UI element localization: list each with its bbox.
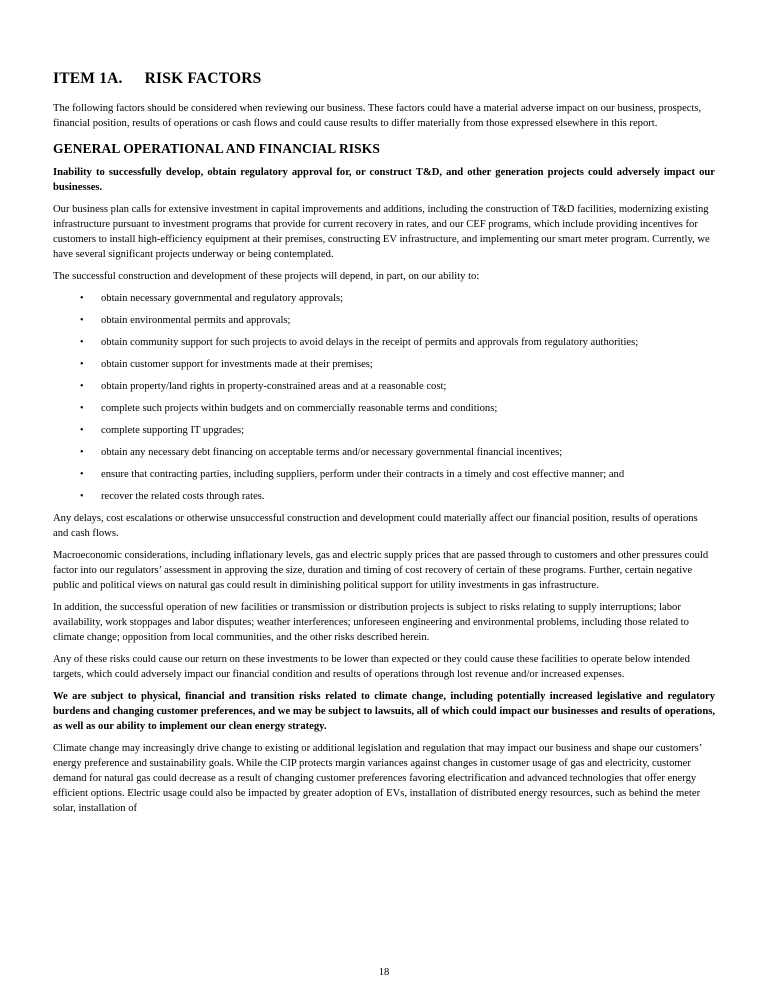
bullet-text: recover the related costs through rates.: [101, 491, 265, 502]
bullet-icon: •: [80, 469, 84, 480]
item-number: ITEM 1A.: [53, 70, 123, 87]
list-item: [53, 357, 715, 372]
bullet-text: ensure that contracting parties, including suppliers, perform under their contracts in a timely and cost effective manner; and: [101, 469, 625, 480]
list-item: [53, 379, 715, 394]
paragraph-climate-change: Climate change may increasingly drive change to existing or additional legislation and regulation that may impact our business and shape our customers’ energy preference and sustainability goals. While the CIP protects margin variances against changes in customer usage of gas and electricity, customer demand for natural gas could decrease as a result of changing customer preferences favoring electrification and advanced technologies that offer energy efficient options. Electric usage could also be impacted by greater adoption of EVs, installation of distributed energy resources, such as behind the meter solar, installation of: [53, 743, 702, 814]
bullet-text: obtain community support for such projects to avoid delays in the receipt of permits and approvals from regulatory authorities;: [101, 337, 639, 348]
bullet-text: obtain any necessary debt financing on acceptable terms and/or necessary governmental financial incentives;: [101, 447, 563, 458]
paragraph-delays: Any delays, cost escalations or otherwise unsuccessful construction and development could materially affect our financial position, results of operations and cash flows.: [53, 513, 698, 539]
risk-heading-construction: Inability to successfully develop, obtain regulatory approval for, or construct T&D, and other generation projects could adversely impact our businesses.: [53, 167, 715, 193]
paragraph-business-plan: Our business plan calls for extensive investment in capital improvements and additions, including the construction of T&D facilities, modernizing existing infrastructure pursuant to investment programs that provide for current recovery in rates, and our CEF programs, which include providing incentives for customers to install high-efficiency equipment at their premises, constructing EV infrastructure, and implementing our smart meter program. Currently, we have several significant projects underway or being contemplated.: [53, 204, 710, 260]
section-heading: GENERAL OPERATIONAL AND FINANCIAL RISKS: [53, 141, 380, 156]
intro-paragraph: The following factors should be considered when reviewing our business. These factors could have a material adverse impact on our business, prospects, financial position, results of operations or cash flows and could cause results to differ materially from those expressed elsewhere in this report.: [53, 103, 702, 129]
bullet-list: [53, 291, 715, 504]
list-item: [53, 313, 715, 328]
bullet-text: obtain environmental permits and approvals;: [101, 315, 291, 326]
paragraph-returns: Any of these risks could cause our return on these investments to be lower than expected or they could cause these facilities to operate below intended targets, which could adversely impact our financial condition and results of operations through lost revenue and/or increased expenses.: [53, 654, 690, 680]
list-item: [53, 401, 715, 416]
page-title: [53, 70, 715, 88]
list-item: [53, 335, 715, 350]
list-item: [53, 467, 715, 482]
list-item: [53, 445, 715, 460]
bullet-icon: •: [80, 425, 84, 436]
paragraph-macroeconomic: Macroeconomic considerations, including inflationary levels, gas and electric supply prices that are passed through to customers and other pressures could factor into our regulators’ assessment in approving the size, duration and timing of cost recovery of certain of these programs. Further, certain negative public and political views on natural gas could result in diminishing political support for utility investments in gas infrastructure.: [53, 550, 709, 591]
list-item: [53, 423, 715, 438]
list-item: [53, 291, 715, 306]
page-number: 18: [378, 967, 390, 978]
bullet-icon: •: [80, 381, 84, 392]
paragraph-operation-risks: In addition, the successful operation of new facilities or transmission or distribution projects is subject to risks relating to supply interruptions; labor availability, work stoppages and labor disputes; weather interferences; unforeseen engineering and environmental problems, including those related to climate change; opposition from local communities, and the other risks described herein.: [53, 602, 689, 643]
bullet-icon: •: [80, 447, 84, 458]
list-item: [53, 489, 715, 504]
bullet-text: complete supporting IT upgrades;: [101, 425, 245, 436]
bullet-icon: •: [80, 491, 84, 502]
bullet-text: complete such projects within budgets and on commercially reasonable terms and conditions;: [101, 403, 498, 414]
bullet-icon: •: [80, 315, 84, 326]
bullet-icon: •: [80, 337, 84, 348]
bullet-icon: •: [80, 293, 84, 304]
bullet-text: obtain necessary governmental and regulatory approvals;: [101, 293, 344, 304]
paragraph-projects-depend: The successful construction and development of these projects will depend, in part, on our ability to:: [53, 271, 480, 282]
risk-heading-climate: We are subject to physical, financial and transition risks related to climate change, including potentially increased legislative and regulatory burdens and changing customer preferences, and we may be subject to lawsuits, all of which could impact our businesses and results of operations, as well as our ability to implement our clean energy strategy.: [53, 691, 715, 732]
bullet-icon: •: [80, 359, 84, 370]
item-title: RISK FACTORS: [144, 70, 262, 87]
bullet-text: obtain property/land rights in property-constrained areas and at a reasonable cost;: [101, 381, 447, 392]
bullet-icon: •: [80, 403, 84, 414]
bullet-text: obtain customer support for investments made at their premises;: [101, 359, 373, 370]
